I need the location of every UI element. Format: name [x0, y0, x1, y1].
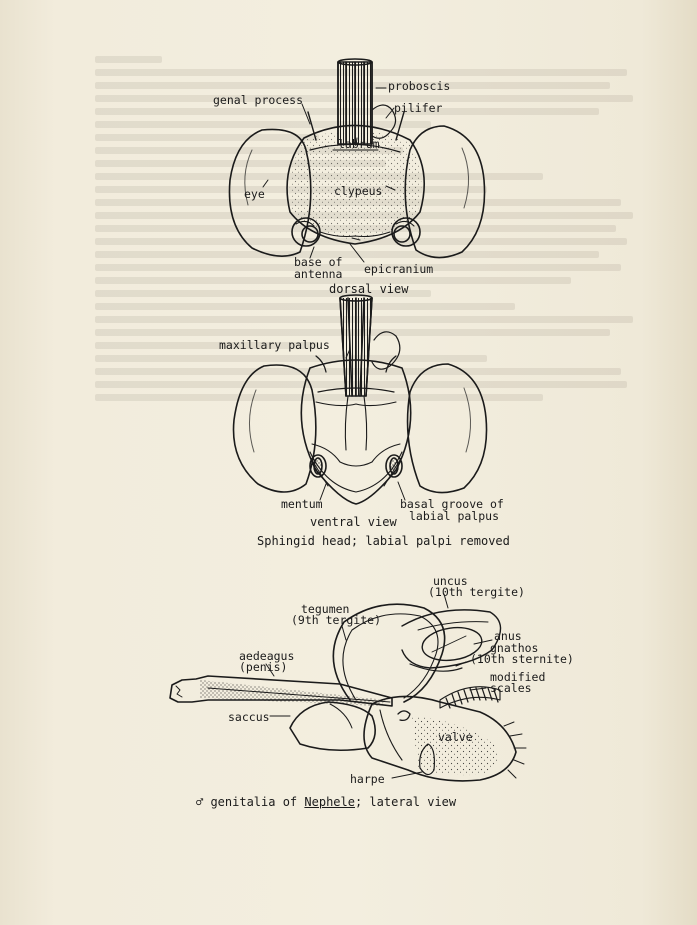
label-proboscis: proboscis: [388, 79, 451, 93]
label-9th-tergite: (9th tergite): [291, 613, 382, 627]
label-modified: modified: [490, 670, 546, 684]
male-symbol: ♂: [196, 795, 204, 809]
caption-genus-nephele: Nephele: [304, 795, 355, 809]
label-anus: anus: [494, 629, 522, 643]
caption-genitalia-suffix: ; lateral view: [354, 795, 457, 809]
genitalia-drawing: [170, 604, 526, 781]
label-scales: scales: [490, 681, 532, 695]
label-mentum: mentum: [281, 497, 323, 511]
caption-genitalia: [196, 796, 456, 808]
label-base-of: base of: [294, 255, 343, 269]
label-pilifer: pilifer: [394, 101, 443, 115]
label-basal-groove-of: basal groove of: [400, 497, 504, 511]
label-aedeagus: aedeagus: [239, 649, 295, 663]
label-10th-tergite: (10th tergite): [428, 585, 525, 599]
label-tegumen: tegumen: [301, 602, 350, 616]
label-saccus: saccus: [228, 710, 270, 724]
caption-genitalia-prefix: genitalia of: [203, 795, 305, 809]
label-genal-process: genal process: [213, 93, 304, 107]
label-ventral-view: ventral view: [310, 515, 397, 529]
label-labial-palpus: labial palpus: [409, 509, 500, 523]
label-uncus: uncus: [433, 574, 468, 588]
ventral-head-drawing: [234, 295, 487, 504]
label-dorsal-view: dorsal view: [329, 282, 409, 296]
label-10th-sternite: (10th sternite): [470, 652, 574, 666]
label-clypeus: clypeus: [334, 184, 383, 198]
caption-sphingid-head: Sphingid head; labial palpi removed: [257, 534, 510, 548]
label-penis: (penis): [239, 660, 288, 674]
label-labrum: labrum: [338, 137, 380, 151]
label-gnathos: gnathos: [490, 641, 539, 655]
label-valve: valve: [438, 730, 473, 744]
label-antenna: antenna: [294, 267, 343, 281]
label-epicranium: epicranium: [364, 262, 434, 276]
label-eye: eye: [244, 187, 265, 201]
label-harpe: harpe: [350, 772, 385, 786]
label-maxillary-palpus: maxillary palpus: [219, 338, 330, 352]
